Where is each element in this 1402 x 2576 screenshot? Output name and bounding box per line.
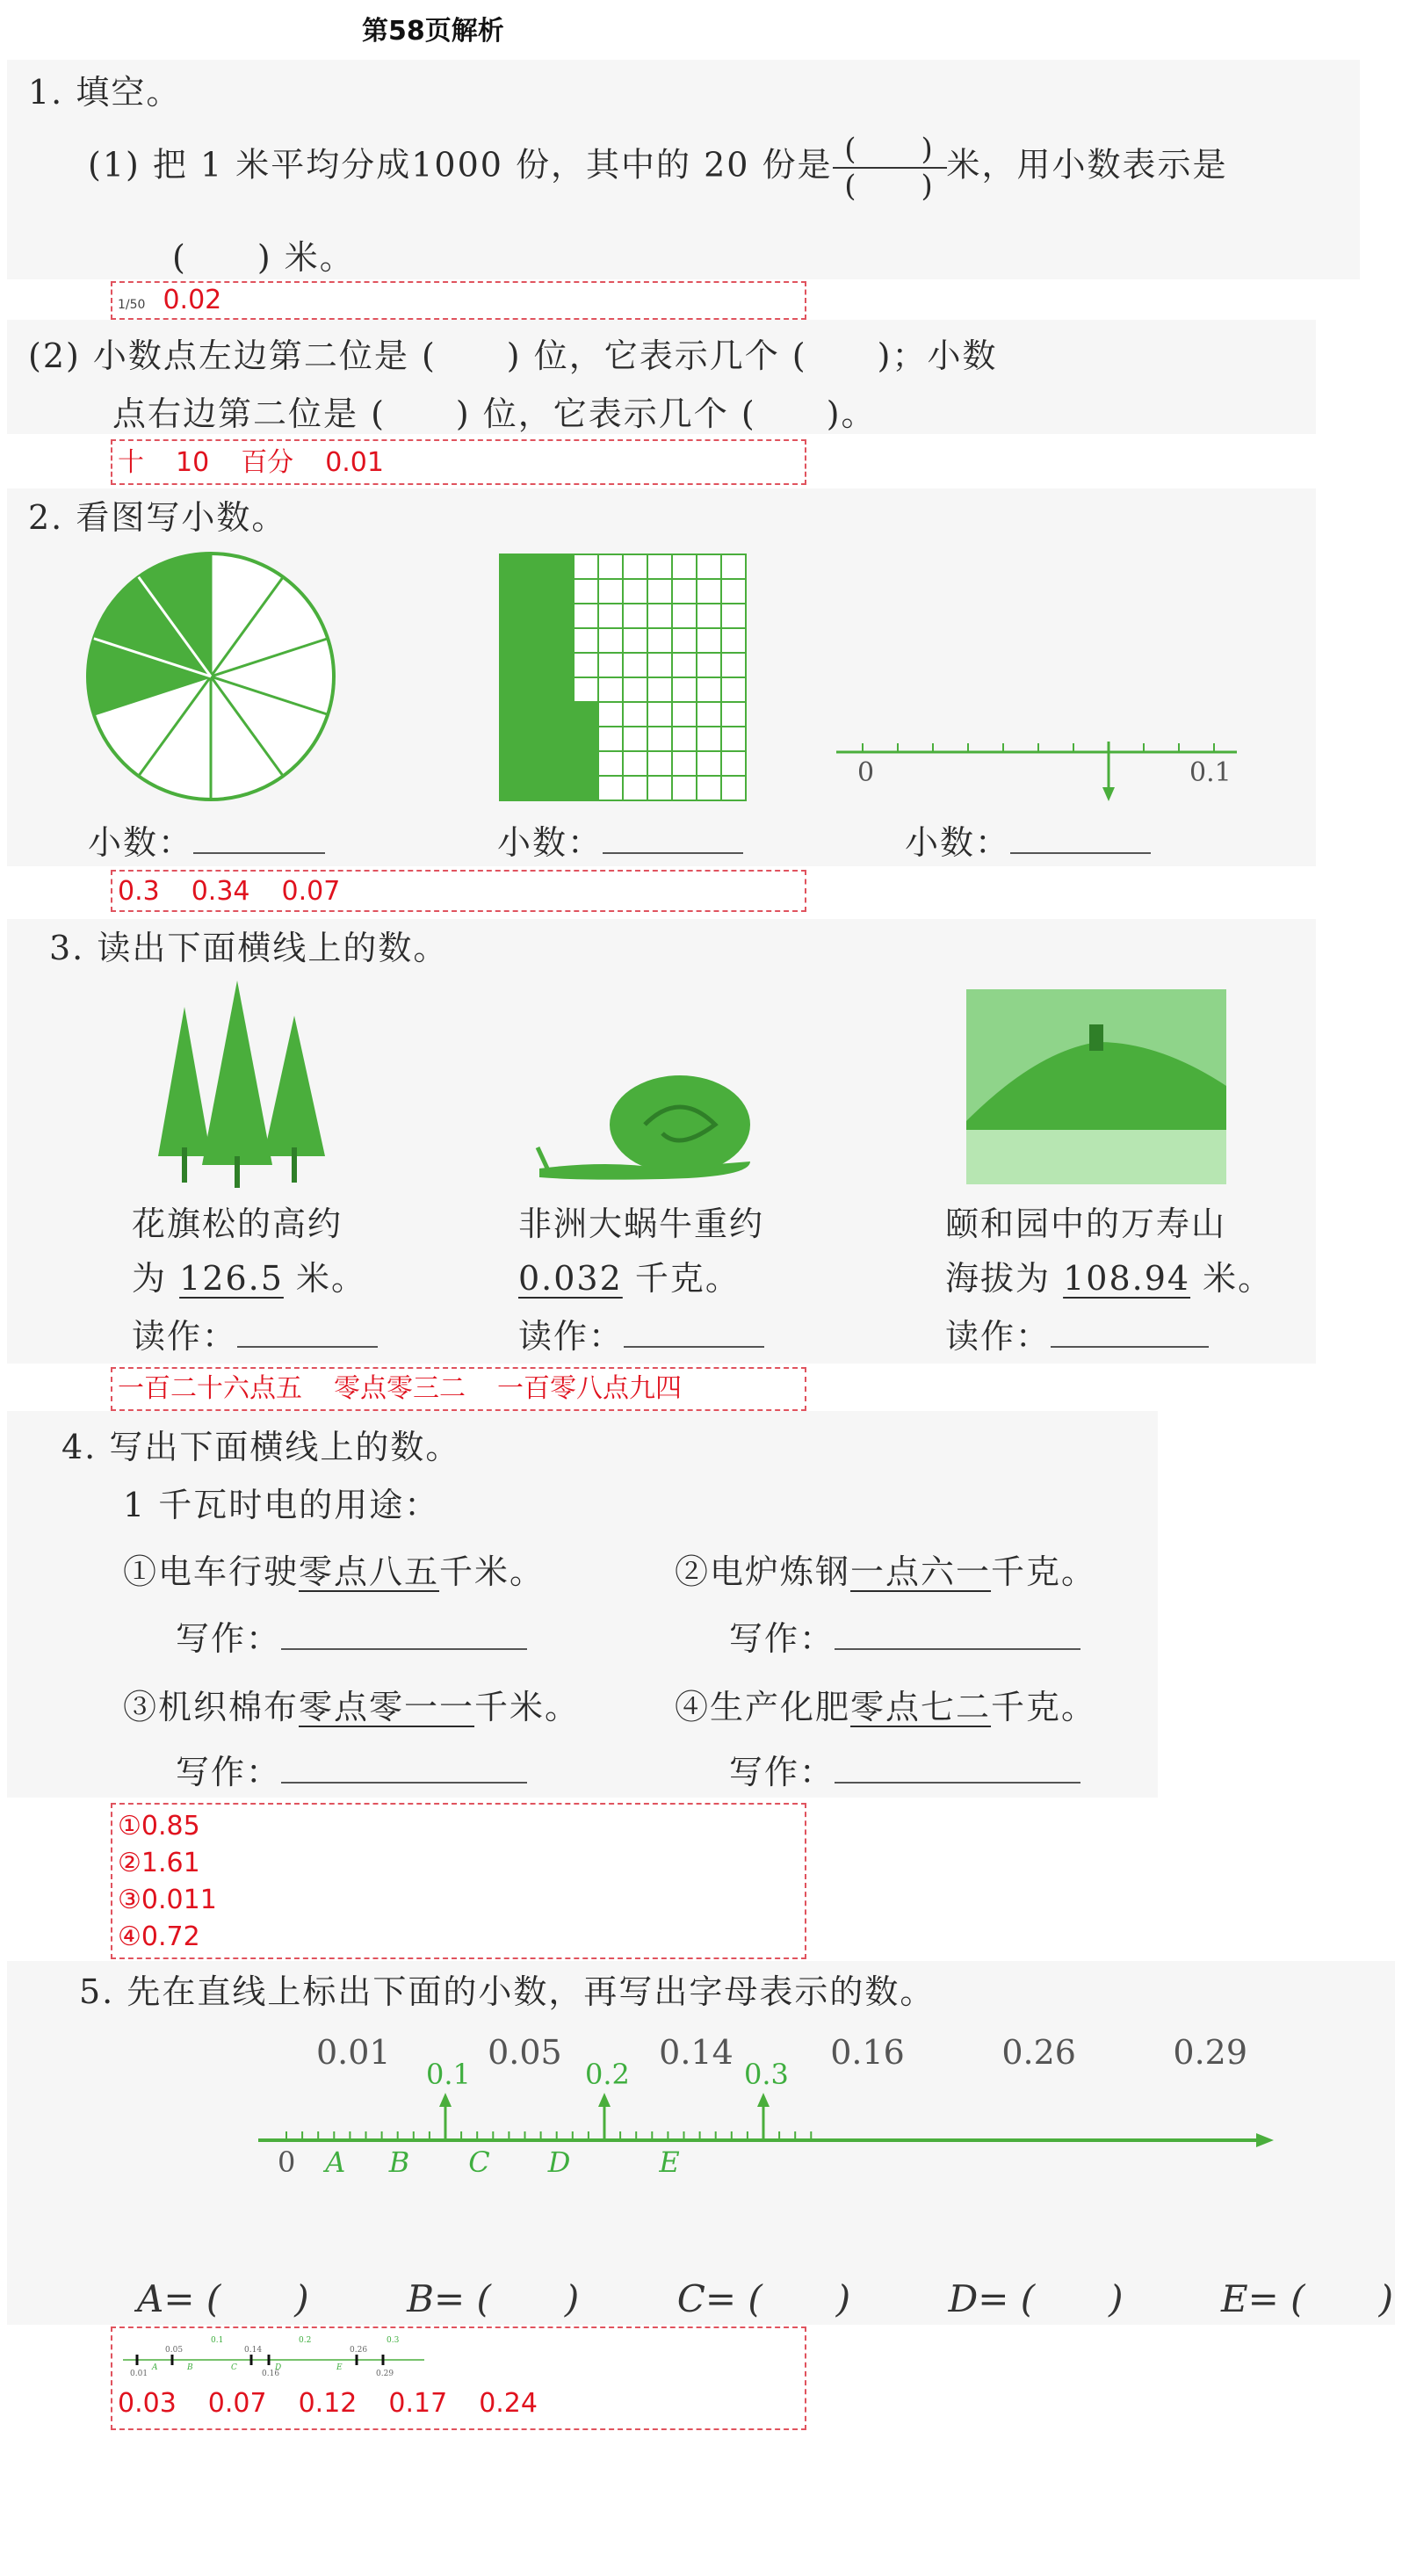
grid-cell: [574, 702, 598, 727]
grid-cell: [524, 579, 549, 604]
grid-cell: [672, 653, 697, 677]
q4-item2-write: 写作：: [729, 1611, 1080, 1660]
grid-cell: [721, 628, 746, 653]
grid-cell: [623, 604, 647, 628]
grid-cell: [524, 727, 549, 751]
q5-number-line: [246, 2058, 1283, 2196]
grid-cell: [574, 554, 598, 579]
grid-cell: [524, 628, 549, 653]
grid-cell: [697, 579, 721, 604]
grid-cell: [574, 751, 598, 776]
grid-cell: [574, 677, 598, 702]
grid-cell: [549, 677, 574, 702]
fill-blank-c[interactable]: C= ( ): [676, 2277, 851, 2320]
grid-cell: [623, 554, 647, 579]
q1-part2-line1: (2) 小数点左边第二位是 ( ) 位，它表示几个 ( )；小数: [28, 336, 998, 375]
letter-label: D: [547, 2145, 571, 2179]
grid-cell: [721, 702, 746, 727]
letter-label: B: [388, 2145, 410, 2179]
grid-cell: [524, 677, 549, 702]
grid-cell: [647, 628, 672, 653]
mini-letter: C: [231, 2363, 237, 2372]
q2-label-2: 小数：: [497, 815, 743, 864]
grid-cell: [549, 554, 574, 579]
q4-item3: ③机织棉布零点零一一千米。: [123, 1688, 581, 1726]
grid-cell: [697, 702, 721, 727]
grid-cell: [647, 554, 672, 579]
q4-panel: [7, 1411, 1158, 1798]
grid-cell: [549, 702, 574, 727]
grid-cell: [697, 604, 721, 628]
fill-blank-e[interactable]: E= ( ): [1220, 2277, 1393, 2320]
q1-part2-line2: 点右边第二位是 ( ) 位，它表示几个 ( )。: [112, 394, 877, 433]
mini-label-top: 0.26: [350, 2346, 368, 2355]
q2-numberline-start: 0: [857, 757, 875, 788]
grid-cell: [500, 702, 524, 727]
grid-cell: [598, 579, 623, 604]
grid-cell: [549, 653, 574, 677]
grid-cell: [549, 579, 574, 604]
q4-heading: 4. 写出下面横线上的数。: [61, 1428, 461, 1466]
grid-cell: [721, 677, 746, 702]
q2-grid-figure: [497, 552, 748, 803]
grid-cell: [672, 677, 697, 702]
decimal-item: 0.01: [316, 2033, 391, 2072]
answer-item: 百分: [241, 447, 294, 478]
grid-cell: [647, 677, 672, 702]
grid-cell: [500, 579, 524, 604]
grid-cell: [721, 653, 746, 677]
grid-cell: [697, 554, 721, 579]
answer-item: 0.01: [325, 447, 384, 478]
fraction-numerator: ( ): [844, 132, 935, 167]
answer-item: 10: [176, 447, 210, 478]
grid-cell: [623, 776, 647, 800]
answer-item: 十: [118, 447, 144, 478]
grid-cell: [647, 579, 672, 604]
letter-label: C: [468, 2145, 490, 2179]
decimal-item: 0.29: [1173, 2033, 1247, 2072]
q3-item3-line2: 海拔为 108.94 米。: [945, 1259, 1274, 1298]
tree-image: [141, 980, 343, 1191]
axis-zero-label: 0: [278, 2145, 296, 2179]
q3-item1-line1: 花旗松的高约: [132, 1205, 343, 1243]
q1-answer1-box: [111, 281, 806, 320]
grid-cell: [721, 604, 746, 628]
answer-item: 0.03: [118, 2388, 177, 2419]
grid-cell: [721, 776, 746, 800]
mark-label: 0.1: [426, 2058, 471, 2091]
q3-answer-box: [111, 1367, 806, 1411]
grid-cell: [524, 702, 549, 727]
grid-cell: [672, 628, 697, 653]
grid-cell: [647, 776, 672, 800]
grid-cell: [524, 751, 549, 776]
mini-letter: A: [152, 2363, 158, 2372]
grid-cell: [672, 579, 697, 604]
q4-subheading: 1 千瓦时电的用途：: [123, 1486, 440, 1524]
answer-value: 0.02: [163, 285, 222, 315]
q1-part1: [88, 132, 1228, 204]
decimal-item: 0.26: [1001, 2033, 1076, 2072]
grid-cell: [574, 604, 598, 628]
answer-item: 0.3: [118, 876, 160, 907]
answer-item: 0.17: [388, 2388, 448, 2419]
mini-letter: B: [187, 2363, 193, 2372]
q4-answer-box: [111, 1803, 806, 1959]
q2-number-line: [831, 738, 1244, 808]
q4-item4-write: 写作：: [729, 1745, 1080, 1793]
q3-heading: 3. 读出下面横线上的数。: [49, 929, 449, 967]
mark-label: 0.2: [585, 2058, 630, 2091]
fill-blank-b[interactable]: B= ( ): [407, 2277, 580, 2320]
q3-item1-read: 读作：: [132, 1309, 378, 1357]
grid-cell: [721, 727, 746, 751]
grid-cell: [500, 727, 524, 751]
answer-item: 0.07: [207, 2388, 267, 2419]
q1-heading: 1. 填空。: [28, 73, 182, 112]
grid-cell: [623, 653, 647, 677]
grid-cell: [623, 579, 647, 604]
mini-mark-label: 0.2: [299, 2336, 312, 2345]
grid-cell: [598, 604, 623, 628]
grid-cell: [672, 702, 697, 727]
fill-blank-d[interactable]: D= ( ): [948, 2277, 1124, 2320]
grid-cell: [623, 727, 647, 751]
mini-letter: E: [336, 2363, 343, 2372]
fill-blank-a[interactable]: A= ( ): [137, 2277, 309, 2320]
grid-cell: [574, 727, 598, 751]
q1-part1-line2: ( ) 米。: [172, 238, 355, 277]
answer-item: ④0.72: [118, 1921, 200, 1952]
grid-cell: [697, 677, 721, 702]
grid-cell: [500, 554, 524, 579]
grid-cell: [647, 653, 672, 677]
fraction-denominator: ( ): [844, 169, 935, 204]
q5-heading: 5. 先在直线上标出下面的小数，再写出字母表示的数。: [79, 1972, 936, 2011]
answer-item: 一百零八点九四: [497, 1373, 682, 1404]
grid-cell: [500, 604, 524, 628]
mini-letter: D: [275, 2363, 282, 2372]
grid-cell: [721, 579, 746, 604]
grid-cell: [500, 751, 524, 776]
grid-cell: [623, 702, 647, 727]
grid-cell: [598, 554, 623, 579]
answer-item: ①0.85: [118, 1811, 200, 1842]
grid-cell: [697, 628, 721, 653]
decimal-item: 0.05: [488, 2033, 562, 2072]
q4-item3-write: 写作：: [176, 1745, 527, 1793]
grid-cell: [598, 751, 623, 776]
answer-item: 0.12: [298, 2388, 358, 2419]
mini-label-bottom: 0.16: [262, 2370, 280, 2378]
grid-cell: [524, 653, 549, 677]
mini-label-bottom: 0.29: [376, 2370, 394, 2378]
mark-arrowhead: [598, 2093, 611, 2107]
grid-cell: [500, 677, 524, 702]
answer-item: 0.34: [191, 876, 250, 907]
answer-item: 零点零三二: [334, 1373, 466, 1404]
grid-cell: [647, 727, 672, 751]
grid-cell: [697, 653, 721, 677]
summer-palace-image: [966, 989, 1226, 1184]
q5-answer-box: [111, 2326, 806, 2430]
grid-cell: [647, 604, 672, 628]
q4-item2: ②电炉炼钢一点六一千克。: [675, 1552, 1097, 1591]
q1-part1-prefix: (1) 把 1 米平均分成1000 份，其中的 20 份是: [88, 145, 833, 185]
q3-item2-line2: 0.032 千克。: [518, 1259, 741, 1298]
grid-cell: [672, 751, 697, 776]
letter-label: E: [659, 2145, 680, 2179]
grid-cell: [549, 604, 574, 628]
grid-cell: [721, 751, 746, 776]
grid-cell: [574, 628, 598, 653]
grid-cell: [574, 776, 598, 800]
grid-cell: [623, 751, 647, 776]
grid-cell: [500, 653, 524, 677]
letter-label: A: [325, 2145, 346, 2179]
grid-cell: [549, 776, 574, 800]
q2-label-1: 小数：: [88, 815, 325, 864]
mini-mark-label: 0.3: [387, 2336, 400, 2345]
grid-cell: [549, 751, 574, 776]
q2-numberline-end: 0.1: [1189, 757, 1232, 788]
q2-answer-box: [111, 870, 806, 912]
grid-cell: [598, 776, 623, 800]
q4-item1: ①电车行驶零点八五千米。: [123, 1552, 546, 1591]
grid-cell: [623, 628, 647, 653]
mini-mark-label: 0.1: [211, 2336, 224, 2345]
grid-cell: [598, 628, 623, 653]
grid-cell: [524, 776, 549, 800]
grid-cell: [549, 628, 574, 653]
grid-cell: [574, 653, 598, 677]
answer-item: 一百二十六点五: [118, 1373, 302, 1404]
answer-item: ②1.61: [118, 1848, 200, 1878]
mark-arrowhead: [439, 2093, 452, 2107]
answer-item: ③0.011: [118, 1885, 217, 1915]
answer-fraction: 1/50: [118, 298, 146, 312]
decimal-item: 0.14: [659, 2033, 734, 2072]
answer-item: 0.07: [281, 876, 341, 907]
grid-cell: [697, 727, 721, 751]
decimal-item: 0.16: [830, 2033, 905, 2072]
grid-cell: [598, 653, 623, 677]
q1-fraction-blank[interactable]: [833, 132, 947, 204]
answer-item: 0.24: [479, 2388, 538, 2419]
q3-item2-read: 读作：: [518, 1309, 764, 1357]
q2-label-3: 小数：: [905, 815, 1151, 864]
q4-item4: ④生产化肥零点七二千克。: [675, 1688, 1097, 1726]
grid-cell: [672, 727, 697, 751]
grid-cell: [524, 604, 549, 628]
mini-label-top: 0.05: [165, 2346, 184, 2355]
q1-answer2-box: [111, 439, 806, 485]
grid-cell: [721, 554, 746, 579]
grid-cell: [623, 677, 647, 702]
grid-cell: [697, 776, 721, 800]
grid-cell: [647, 751, 672, 776]
grid-cell: [672, 604, 697, 628]
page-title: 第58页解析: [362, 16, 504, 47]
answer-mini-number-line: [121, 2332, 429, 2381]
axis-arrow: [1256, 2133, 1274, 2147]
mark-label: 0.3: [744, 2058, 789, 2091]
grid-cell: [647, 702, 672, 727]
grid-cell: [500, 776, 524, 800]
q3-item3-read: 读作：: [945, 1309, 1209, 1357]
grid-cell: [574, 579, 598, 604]
snail-image: [531, 1063, 768, 1186]
grid-cell: [500, 628, 524, 653]
grid-cell: [598, 677, 623, 702]
grid-cell: [524, 554, 549, 579]
grid-cell: [672, 776, 697, 800]
grid-cell: [672, 554, 697, 579]
grid-cell: [598, 702, 623, 727]
mini-label-top: 0.14: [244, 2346, 263, 2355]
q3-item1-line2: 为 126.5 米。: [132, 1259, 366, 1298]
q1-part1-middle: 米，用小数表示是: [946, 145, 1228, 185]
grid-cell: [697, 751, 721, 776]
grid-cell: [549, 727, 574, 751]
q3-item2-line1: 非洲大蜗牛重约: [518, 1205, 765, 1243]
q5-fill-line: [137, 2270, 1393, 2323]
q4-item1-write: 写作：: [176, 1611, 527, 1660]
mark-arrowhead: [757, 2093, 770, 2107]
q2-heading: 2. 看图写小数。: [28, 498, 287, 537]
grid-cell: [598, 727, 623, 751]
q3-item3-line1: 颐和园中的万寿山: [945, 1205, 1227, 1243]
mini-label-bottom: 0.01: [130, 2370, 148, 2378]
q2-pie-figure: [79, 545, 343, 808]
